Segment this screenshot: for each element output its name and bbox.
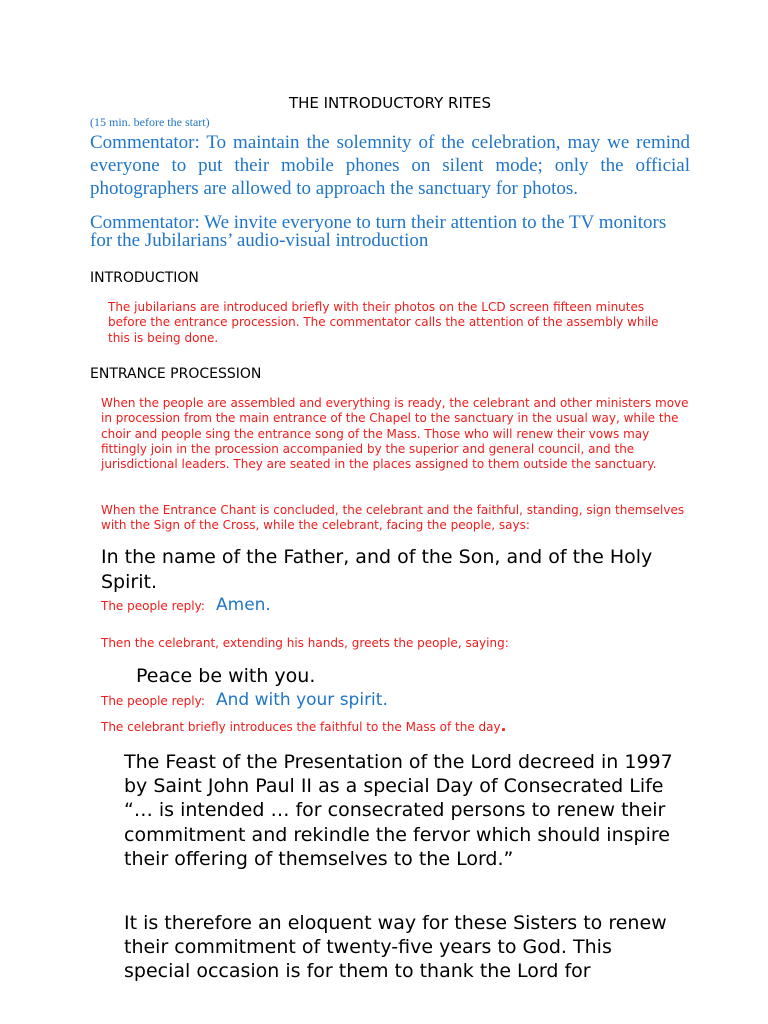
reply-response: And with your spirit. [216,690,388,710]
entrance-rubric-3: Then the celebrant, extending his hands, greets the people, saying: [101,636,509,650]
page-title: THE INTRODUCTORY RITES [288,94,492,112]
introduction-rubric: The jubilarians are introduced briefly with their photos on the LCD screen fifteen minutes before the entrance procession. The commentator calls the attention of the assembly while this is being done. [108,300,659,345]
entrance-rubric-2: When the Entrance Chant is concluded, the celebrant and the faithful, standing, sign themselves with the Sign of the Cross, while the celebrant, facing the people, says: [101,503,685,533]
people-reply-1 [101,595,271,615]
homily-paragraph-2: It is therefore an eloquent way for these Sisters to renew their commitment of twenty-five years to God. This special occasion is for them to thank the Lord for [124,912,667,983]
rubric-text: The celebrant briefly introduces the faithful to the Mass of the day [101,720,501,734]
entrance-procession-heading: ENTRANCE PROCESSION [90,366,262,382]
rubric-period: . [500,717,507,735]
commentator-note-1: Commentator: To maintain the solemnity of the celebration, may we remind everyone to put their mobile phones on silent mode; only the official photographers are allowed to approach the sanctuary for photos. [90,132,690,199]
reply-label: The people reply: [101,599,205,613]
timing-note: (15 min. before the start) [90,115,210,129]
introduction-heading: INTRODUCTION [90,270,199,286]
reply-response: Amen. [216,595,271,615]
reply-label: The people reply: [101,694,205,708]
commentator-note-2: Commentator: We invite everyone to turn their attention to the TV monitors for the Jubilarians’ audio-visual introduction [90,212,667,251]
entrance-rubric-4 [101,719,506,735]
people-reply-2 [101,690,388,710]
greeting-prayer: Peace be with you. [136,665,316,687]
entrance-rubric-1: When the people are assembled and everything is ready, the celebrant and other ministers move in procession from the main entrance of the Chapel to the sanctuary in the usual way, while the choir and people sing the entrance song of the Mass. Those who will renew their vows may fittingly join in the procession accompanied by the superior and general council, and the jurisdictional leaders. They are seated in the places assigned to them outside the sanctuary. [101,396,689,472]
sign-of-cross-prayer: In the name of the Father, and of the Son, and of the Holy Spirit. [101,546,653,593]
homily-paragraph-1: The Feast of the Presentation of the Lord decreed in 1997 by Saint John Paul II as a special Day of Consecrated Life “… is intended … for consecrated persons to renew their commitment and rekindle the fervor which should inspire their offering of themselves to the Lord.” [124,751,673,870]
